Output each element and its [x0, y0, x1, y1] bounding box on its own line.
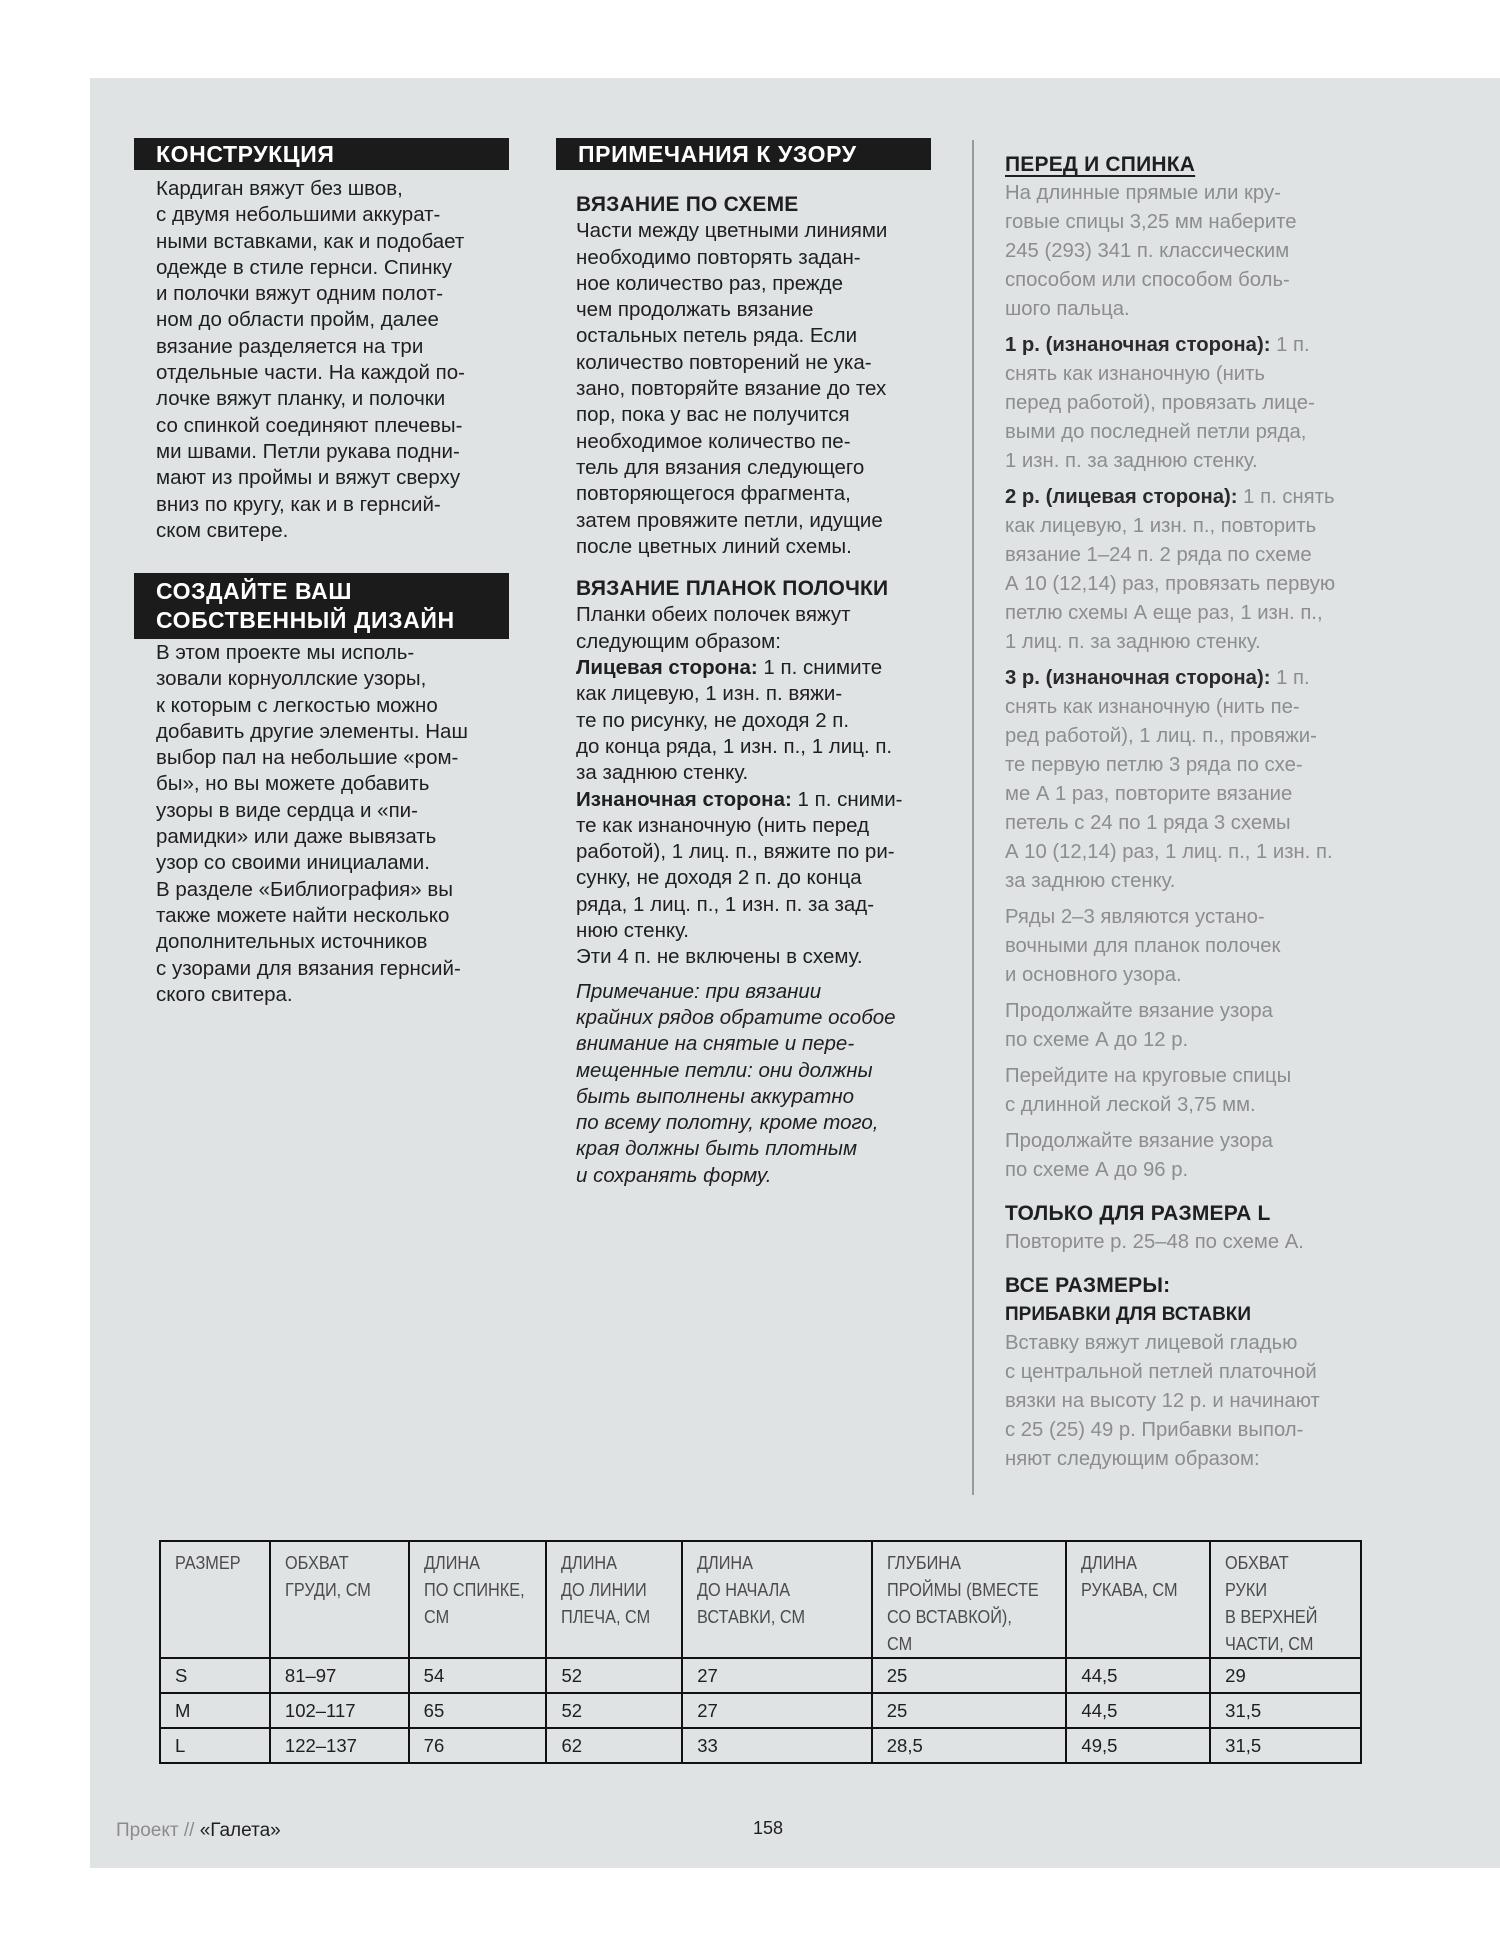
table-cell: L — [160, 1728, 270, 1763]
row2-line: как лицевую, 1 изн. п., повторить — [1005, 515, 1317, 537]
create-design-line: В этом проекте мы исполь- — [156, 641, 415, 664]
wrong-side-line: те как изнаночную (нить перед — [576, 813, 870, 837]
table-header-text: ДО ЛИНИИ — [561, 1579, 648, 1600]
table-cell: 54 — [409, 1658, 547, 1693]
setup-rows-text — [1005, 903, 1355, 990]
table-header-cell — [160, 1541, 270, 1658]
chart-knitting-line: затем провяжите петли, идущие — [576, 508, 883, 532]
create-design-line: с узорами для вязания гернсий- — [156, 956, 461, 980]
switch-needles-text — [1005, 1062, 1355, 1120]
table-header-text: ДЛИНА — [423, 1552, 480, 1573]
row1-instruction-rest — [1005, 360, 1355, 476]
table-cell: 65 — [409, 1693, 547, 1728]
switch-line: Перейдите на круговые спицы — [1005, 1065, 1292, 1087]
heading-size-l-only: ТОЛЬКО ДЛЯ РАЗМЕРА L — [1005, 1202, 1271, 1225]
chart-knitting-line: необходимо повторять задан- — [576, 245, 861, 269]
table-header-text: ДО НАЧАЛА — [697, 1579, 791, 1600]
wrong-side-line: работой), 1 лиц. п., вяжите по ри- — [576, 840, 895, 864]
construction-line: ном до области пройм, далее — [156, 308, 439, 332]
construction-line: вязание разделяется на три — [156, 334, 424, 358]
create-design-line: дополнительных источников — [156, 930, 428, 954]
front-back-intro-line: говые спицы 3,25 мм наберите — [1005, 211, 1297, 233]
chart-knitting-line: пор, пока у вас не получится — [576, 403, 850, 427]
continue-12-line: по схеме А до 12 р. — [1005, 1029, 1189, 1051]
increases-line: Вставку вяжут лицевой гладью — [1005, 1332, 1298, 1354]
note-line: крайних рядов обратите особое — [576, 1005, 896, 1029]
pattern-notes-column — [576, 192, 946, 1189]
right-side-instruction-rest — [576, 681, 946, 786]
wrong-side-instruction: Изнаночная сторона: 1 п. сними- — [576, 787, 903, 811]
table-cell: 31,5 — [1210, 1693, 1361, 1728]
table-header-cell — [409, 1541, 547, 1658]
size-table — [159, 1540, 1362, 1764]
increases-line: с 25 (25) 49 р. Прибавки выпол- — [1005, 1419, 1304, 1441]
band-knitting-intro — [576, 602, 946, 655]
table-header-text: В ВЕРХНЕЙ — [1225, 1606, 1318, 1627]
heading-create-design — [134, 573, 509, 639]
table-header-cell — [682, 1541, 872, 1658]
switch-line: с длинной леской 3,75 мм. — [1005, 1094, 1256, 1116]
row3-instruction-rest — [1005, 693, 1355, 896]
table-header-text: ГЛУБИНА — [886, 1552, 961, 1573]
table-header-text: СО ВСТАВКОЙ), — [886, 1606, 1012, 1627]
table-header-row — [160, 1541, 1361, 1658]
row3-line: А 10 (12,14) раз, 1 лиц. п., 1 изн. п. — [1005, 841, 1333, 863]
row2-line: 1 лиц. п. за заднюю стенку. — [1005, 631, 1261, 653]
table-cell: 27 — [682, 1658, 872, 1693]
right-side-line: как лицевую, 1 изн. п. вяжи- — [576, 682, 843, 706]
table-header-text: СМ — [886, 1633, 912, 1654]
wrong-side-line: сунку, не доходя 2 п. до конца — [576, 866, 862, 890]
table-row — [160, 1658, 1361, 1693]
table-cell: 44,5 — [1066, 1658, 1210, 1693]
construction-text — [156, 176, 516, 544]
setup-line: Ряды 2–3 являются устано- — [1005, 906, 1265, 928]
construction-line: и полочки вяжут одним полот- — [156, 282, 444, 306]
table-cell: 33 — [682, 1728, 872, 1763]
row3-line: те первую петлю 3 ряда по схе- — [1005, 754, 1303, 776]
table-cell: 81–97 — [270, 1658, 409, 1693]
create-design-line: выбор пал на небольшие «ром- — [156, 746, 459, 770]
chart-knitting-line: остальных петель ряда. Если — [576, 324, 858, 348]
right-side-line: за заднюю стенку. — [576, 761, 749, 785]
chart-knitting-line: количество повторений не ука- — [576, 350, 872, 374]
table-cell: 52 — [546, 1658, 682, 1693]
page-number: 158 — [753, 1818, 784, 1838]
row2-line: А 10 (12,14) раз, провязать первую — [1005, 573, 1336, 595]
right-side-line: те по рисунку, не доходя 2 п. — [576, 708, 850, 732]
construction-line: ском свитере. — [156, 518, 289, 542]
front-back-column — [1005, 150, 1355, 1474]
table-cell: 122–137 — [270, 1728, 409, 1763]
construction-line: мают из проймы и вяжут сверху — [156, 466, 461, 490]
table-header-text: ДЛИНА — [561, 1552, 618, 1573]
note-line: мещенные петли: они должны — [576, 1058, 873, 1082]
construction-line: ми швами. Петли рукава подни- — [156, 439, 460, 463]
row1-instruction: 1 р. (изнаночная сторона): 1 п. — [1005, 334, 1310, 356]
note-line: и сохранять форму. — [576, 1163, 772, 1187]
right-side-line: до конца ряда, 1 изн. п., 1 лиц. п. — [576, 734, 893, 758]
row3-instruction: 3 р. (изнаночная сторона): 1 п. — [1005, 667, 1310, 689]
row3-line: ред работой), 1 лиц. п., провяжи- — [1005, 725, 1317, 747]
table-header-cell — [1210, 1541, 1361, 1658]
setup-line: вочными для планок полочек — [1005, 935, 1281, 957]
table-header-text: ГРУДИ, СМ — [284, 1579, 371, 1600]
create-design-line: ского свитера. — [156, 982, 293, 1006]
table-header-text: ОБХВАТ — [1225, 1552, 1289, 1573]
chart-knitting-line: тель для вязания следующего — [576, 455, 865, 479]
continue-96-line: Продолжайте вязание узора — [1005, 1130, 1273, 1152]
continue-12-line: Продолжайте вязание узора — [1005, 1000, 1273, 1022]
note-line: внимание на снятые и пере- — [576, 1032, 855, 1056]
table-header-cell — [872, 1541, 1067, 1658]
create-design-line: узор со своими инициалами. — [156, 851, 430, 875]
table-header-text: РУКАВА, СМ — [1081, 1579, 1178, 1600]
table-cell: 52 — [546, 1693, 682, 1728]
note-line: по всему полотну, кроме того, — [576, 1111, 879, 1135]
setup-line: и основного узора. — [1005, 964, 1182, 986]
table-row — [160, 1693, 1361, 1728]
wrong-side-line: нюю стенку. — [576, 919, 689, 943]
heading-front-back: ПЕРЕД И СПИНКА — [1005, 153, 1196, 176]
table-header-text: СМ — [423, 1606, 449, 1627]
chart-knitting-line: повторяющегося фрагмента, — [576, 482, 851, 506]
row2-instruction: 2 р. (лицевая сторона): 1 п. снять — [1005, 486, 1335, 508]
table-cell: 25 — [872, 1658, 1067, 1693]
table-header-text: ВСТАВКИ, СМ — [697, 1606, 806, 1627]
band-intro-line: следующим образом: — [576, 629, 781, 653]
italic-note — [576, 979, 946, 1189]
right-side-instruction: Лицевая сторона: 1 п. снимите — [576, 656, 883, 680]
table-cell: 44,5 — [1066, 1693, 1210, 1728]
row3-line: снять как изнаночную (нить пе- — [1005, 696, 1300, 718]
front-back-intro-line: 245 (293) 341 п. классическим — [1005, 240, 1290, 262]
table-header-text: ПО СПИНКЕ, — [423, 1579, 525, 1600]
construction-line: Кардиган вяжут без швов, — [156, 177, 403, 200]
row2-instruction-rest — [1005, 512, 1355, 657]
table-cell: 29 — [1210, 1658, 1361, 1693]
chart-knitting-text — [576, 218, 946, 560]
create-design-line: рамидки» или даже вывязать — [156, 825, 437, 849]
construction-line: вниз по кругу, как и в гернсий- — [156, 492, 441, 516]
table-cell: 28,5 — [872, 1728, 1067, 1763]
table-header-text: ДЛИНА — [697, 1552, 754, 1573]
table-header-text: РАЗМЕР — [175, 1552, 241, 1573]
row2-line: вязание 1–24 п. 2 ряда по схеме — [1005, 544, 1312, 566]
row3-line: за заднюю стенку. — [1005, 870, 1176, 892]
heading-create-design-line2: СОБСТВЕННЫЙ ДИЗАЙН — [156, 607, 455, 633]
front-back-intro-line: шого пальца. — [1005, 298, 1130, 320]
column-divider — [972, 140, 974, 1495]
note-line: Примечание: при вязании — [576, 979, 822, 1003]
table-header-text: РУКИ — [1225, 1579, 1268, 1600]
table-cell: 31,5 — [1210, 1728, 1361, 1763]
table-cell: 62 — [546, 1728, 682, 1763]
row1-line: снять как изнаночную (нить — [1005, 363, 1265, 385]
table-header-cell — [1066, 1541, 1210, 1658]
continue-96-line: по схеме А до 96 р. — [1005, 1159, 1189, 1181]
size-l-text: Повторите р. 25–48 по схеме А. — [1005, 1231, 1304, 1253]
footer-project: Проект // «Галета» — [116, 1820, 281, 1841]
table-header-text: ДЛИНА — [1081, 1552, 1138, 1573]
chart-knitting-line: после цветных линий схемы. — [576, 534, 852, 558]
chart-knitting-line: чем продолжать вязание — [576, 298, 814, 322]
subheading-chart-knitting: ВЯЗАНИЕ ПО СХЕМЕ — [576, 193, 799, 216]
heading-pattern-notes: ПРИМЕЧАНИЯ К УЗОРУ — [556, 138, 931, 170]
yoke-increases-text — [1005, 1329, 1355, 1474]
increases-line: с центральной петлей платочной — [1005, 1361, 1317, 1383]
row3-line: ме А 1 раз, повторите вязание — [1005, 783, 1293, 805]
construction-line: одежде в стиле гернси. Спинку — [156, 255, 452, 279]
table-cell: 49,5 — [1066, 1728, 1210, 1763]
chart-knitting-line: необходимое количество пе- — [576, 429, 851, 453]
table-cell: 76 — [409, 1728, 547, 1763]
table-header-text: ПЛЕЧА, СМ — [561, 1606, 651, 1627]
table-header-text: ПРОЙМЫ (ВМЕСТЕ — [886, 1579, 1039, 1600]
band-intro-line: Планки обеих полочек вяжут — [576, 603, 851, 627]
create-design-line: к которым с легкостью можно — [156, 693, 438, 717]
wrong-side-line: ряда, 1 лиц. п., 1 изн. п. за зад- — [576, 892, 875, 916]
construction-line: лочке вяжут планку, и полочки — [156, 387, 446, 411]
row2-line: петлю схемы А еще раз, 1 изн. п., — [1005, 602, 1323, 624]
construction-line: отдельные части. На каждой по- — [156, 361, 465, 385]
table-cell: 27 — [682, 1693, 872, 1728]
note-line: быть выполнены аккуратно — [576, 1084, 855, 1108]
table-cell: M — [160, 1693, 270, 1728]
construction-line: с двумя небольшими аккурат- — [156, 203, 441, 227]
table-header-cell — [546, 1541, 682, 1658]
table-row — [160, 1728, 1361, 1763]
create-design-line: узоры в виде сердца и «пи- — [156, 798, 418, 822]
continue-pattern-12 — [1005, 997, 1355, 1055]
table-cell: 102–117 — [270, 1693, 409, 1728]
continue-pattern-96 — [1005, 1127, 1355, 1185]
front-back-intro — [1005, 179, 1355, 324]
chart-knitting-line: зано, повторяйте вязание до тех — [576, 377, 887, 401]
construction-line: ными вставками, как и подобает — [156, 229, 465, 253]
table-header-cell — [270, 1541, 409, 1658]
increases-line: вязки на высоту 12 р. и начинают — [1005, 1390, 1320, 1412]
create-design-line: также можете найти несколько — [156, 903, 450, 927]
excluded-note: Эти 4 п. не включены в схему. — [576, 945, 863, 969]
chart-knitting-line: Части между цветными линиями — [576, 219, 888, 243]
table-header-text: ОБХВАТ — [284, 1552, 349, 1573]
front-back-intro-line: На длинные прямые или кру- — [1005, 182, 1281, 204]
row1-line: выми до последней петли ряда, — [1005, 421, 1307, 443]
heading-create-design-line1: СОЗДАЙТЕ ВАШ — [156, 578, 353, 604]
create-design-line: В разделе «Библиография» вы — [156, 877, 453, 901]
create-design-text — [156, 640, 516, 1008]
row3-line: петель с 24 по 1 ряда 3 схемы — [1005, 812, 1291, 834]
subheading-band-knitting: ВЯЗАНИЕ ПЛАНОК ПОЛОЧКИ — [576, 577, 889, 601]
table-cell: S — [160, 1658, 270, 1693]
increases-line: няют следующим образом: — [1005, 1448, 1260, 1470]
front-back-intro-line: способом или способом боль- — [1005, 269, 1290, 291]
note-line: края должны быть плотным — [576, 1137, 858, 1161]
row1-line: перед работой), провязать лице- — [1005, 392, 1315, 414]
create-design-line: бы», но вы можете добавить — [156, 772, 430, 796]
heading-yoke-increases: ПРИБАВКИ ДЛЯ ВСТАВКИ — [1005, 1304, 1252, 1325]
create-design-line: добавить другие элементы. Наш — [156, 719, 468, 743]
table-header-text: ЧАСТИ, СМ — [1225, 1633, 1314, 1654]
chart-knitting-line: ное количество раз, прежде — [576, 271, 843, 295]
row1-line: 1 изн. п. за заднюю стенку. — [1005, 450, 1258, 472]
wrong-side-instruction-rest — [576, 813, 946, 944]
heading-construction: КОНСТРУКЦИЯ — [134, 138, 509, 170]
table-cell: 25 — [872, 1693, 1067, 1728]
construction-line: со спинкой соединяют плечевы- — [156, 413, 463, 437]
heading-all-sizes: ВСЕ РАЗМЕРЫ: — [1005, 1274, 1171, 1297]
create-design-line: зовали корнуоллские узоры, — [156, 667, 427, 691]
